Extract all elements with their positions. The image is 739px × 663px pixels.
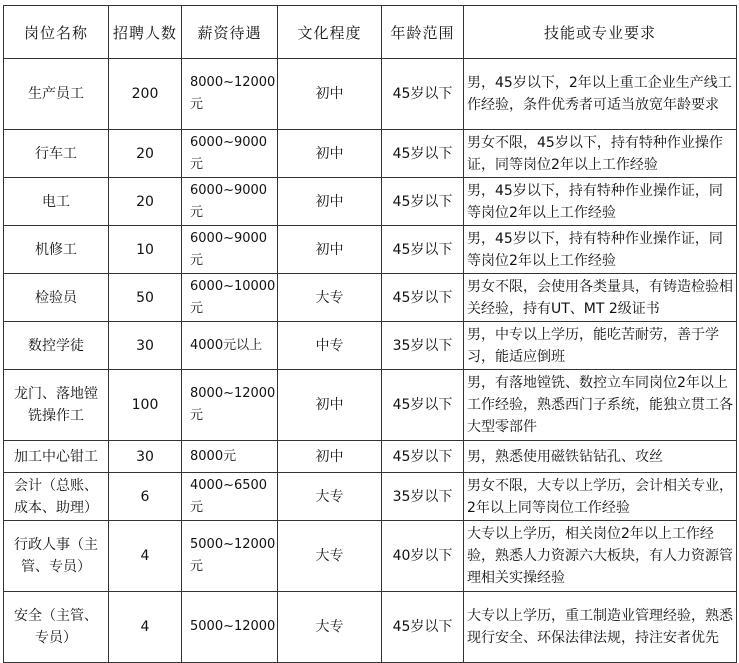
education-cell: 大专: [278, 521, 382, 592]
age-cell: 45岁以下: [382, 226, 464, 274]
count-cell: 4: [109, 592, 182, 663]
header-education: 文化程度: [278, 6, 382, 59]
education-cell: 初中: [278, 178, 382, 226]
salary-cell: 6000~9000元: [182, 178, 278, 226]
requirements-cell: 男女不限，会使用各类量具，有铸造检验相关经验，持有UT、MT 2级证书: [464, 274, 737, 322]
table-row: [4, 592, 737, 663]
header-age: 年龄范围: [382, 6, 464, 59]
table-row: [4, 130, 737, 178]
header-row: [4, 6, 737, 59]
position-cell: 数控学徒: [4, 322, 109, 370]
recruitment-table: [3, 5, 737, 663]
header-requirements: 技能或专业要求: [464, 6, 737, 59]
requirements-cell: 男女不限，大专以上学历，会计相关专业，2年以上同等岗位工作经验: [464, 473, 737, 521]
education-cell: 中专: [278, 322, 382, 370]
table-row: [4, 521, 737, 592]
salary-cell: 8000~12000元: [182, 59, 278, 130]
age-cell: 35岁以下: [382, 473, 464, 521]
position-cell: 行政人事（主管、专员）: [4, 521, 109, 592]
count-cell: 200: [109, 59, 182, 130]
count-cell: 50: [109, 274, 182, 322]
count-cell: 20: [109, 178, 182, 226]
age-cell: 45岁以下: [382, 178, 464, 226]
count-cell: 30: [109, 322, 182, 370]
age-cell: 45岁以下: [382, 274, 464, 322]
requirements-cell: 大专以上学历，重工制造业管理经验，熟悉现行安全、环保法律法规，持注安者优先: [464, 592, 737, 663]
header-salary: 薪资待遇: [182, 6, 278, 59]
position-cell: 加工中心钳工: [4, 441, 109, 473]
position-cell: 会计（总账、成本、助理）: [4, 473, 109, 521]
salary-cell: 8000元: [182, 441, 278, 473]
count-cell: 20: [109, 130, 182, 178]
salary-cell: 6000~9000元: [182, 130, 278, 178]
requirements-cell: 大专以上学历，相关岗位2年以上工作经验，熟悉人力资源六大板块，有人力资源管理相关实操经验: [464, 521, 737, 592]
age-cell: 45岁以下: [382, 592, 464, 663]
count-cell: 100: [109, 370, 182, 441]
education-cell: 大专: [278, 274, 382, 322]
salary-cell: 8000~12000元: [182, 370, 278, 441]
salary-cell: 6000~10000元: [182, 274, 278, 322]
salary-cell: 4000元以上: [182, 322, 278, 370]
requirements-cell: 男，45岁以下，2年以上重工企业生产线工作经验，条件优秀者可适当放宽年龄要求: [464, 59, 737, 130]
table-body: [4, 59, 737, 663]
position-cell: 检验员: [4, 274, 109, 322]
table-row: [4, 178, 737, 226]
position-cell: 龙门、落地镗铣操作工: [4, 370, 109, 441]
age-cell: 45岁以下: [382, 370, 464, 441]
table-row: [4, 59, 737, 130]
table-row: [4, 370, 737, 441]
position-cell: 生产员工: [4, 59, 109, 130]
table-row: [4, 473, 737, 521]
age-cell: 40岁以下: [382, 521, 464, 592]
table-row: [4, 441, 737, 473]
requirements-cell: 男，45岁以下，持有特种作业操作证，同等岗位2年以上工作经验: [464, 178, 737, 226]
education-cell: 大专: [278, 592, 382, 663]
education-cell: 初中: [278, 130, 382, 178]
header-position: 岗位名称: [4, 6, 109, 59]
count-cell: 4: [109, 521, 182, 592]
position-cell: 电工: [4, 178, 109, 226]
position-cell: 安全（主管、专员）: [4, 592, 109, 663]
education-cell: 大专: [278, 473, 382, 521]
requirements-cell: 男女不限，45岁以下，持有特种作业操作证，同等岗位2年以上工作经验: [464, 130, 737, 178]
table-row: [4, 226, 737, 274]
requirements-cell: 男，中专以上学历，能吃苦耐劳，善于学习，能适应倒班: [464, 322, 737, 370]
salary-cell: 5000~12000元: [182, 521, 278, 592]
requirements-cell: 男，熟悉使用磁铁钻钻孔、攻丝: [464, 441, 737, 473]
position-cell: 机修工: [4, 226, 109, 274]
position-cell: 行车工: [4, 130, 109, 178]
requirements-cell: 男，45岁以下，持有特种作业操作证，同等岗位2年以上工作经验: [464, 226, 737, 274]
education-cell: 初中: [278, 370, 382, 441]
age-cell: 45岁以下: [382, 441, 464, 473]
age-cell: 35岁以下: [382, 322, 464, 370]
table-row: [4, 322, 737, 370]
requirements-cell: 男，有落地镗铣、数控立车同岗位2年以上工作经验，熟悉西门子系统，能独立贯工各大型零部件: [464, 370, 737, 441]
education-cell: 初中: [278, 441, 382, 473]
education-cell: 初中: [278, 226, 382, 274]
education-cell: 初中: [278, 59, 382, 130]
salary-cell: 5000~12000: [182, 592, 278, 663]
header-count: 招聘人数: [109, 6, 182, 59]
count-cell: 6: [109, 473, 182, 521]
table-row: [4, 274, 737, 322]
age-cell: 45岁以下: [382, 130, 464, 178]
salary-cell: 6000~9000元: [182, 226, 278, 274]
count-cell: 10: [109, 226, 182, 274]
age-cell: 45岁以下: [382, 59, 464, 130]
salary-cell: 4000~6500元: [182, 473, 278, 521]
count-cell: 30: [109, 441, 182, 473]
